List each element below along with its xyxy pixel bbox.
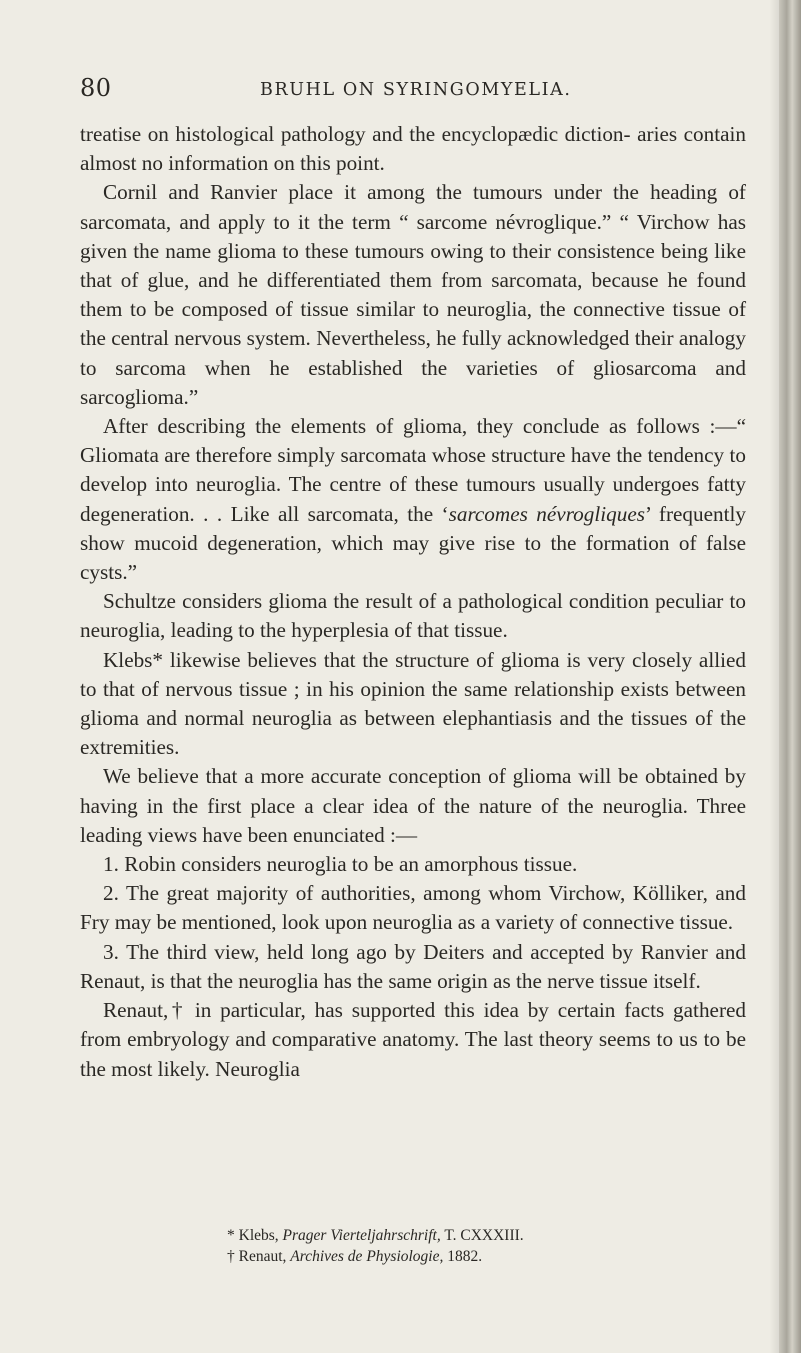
paragraph-1: treatise on histological pathology and the encyclopædic diction- aries contain almost no information on this point. [80,122,746,176]
list-item-2: 2. The great majority of authorities, among whom Virchow, Kölliker, and Fry may be mentioned, look upon neuroglia as a variety of connective tissue. [80,881,746,935]
running-title: BRUHL ON SYRINGOMYELIA. [260,80,572,100]
footnote-2-author: † Renaut, [227,1248,287,1265]
footnote-1 [227,1225,747,1246]
footnote-1-author: * Klebs, [227,1227,279,1244]
footnote-2-source: Archives de Physiologie, [290,1248,444,1265]
paragraph-4: Schultze considers glioma the result of a pathological condition peculiar to neuroglia, leading to the hyperplesia of that tissue. [80,589,746,643]
paragraph-3 [80,412,746,587]
paragraph-3-part-b: ’ frequently show mucoid degeneration, which may give rise to the formation of false cysts.” [80,501,746,585]
paragraph-2: Cornil and Ranvier place it among the tumours under the heading of sarcomata, and apply to it the term “ sarcome névroglique.” “ Virchow has given the name glioma to these tumours owing to their consistence being like that of glue, and he differentiated them from sarcomata, because he found them to be composed of tissue similar to neuroglia, the connective tissue of the central nervous system. Nevertheless, he fully acknowledged their analogy to sarcoma when he established the varieties of gliosarcoma and sarcoglioma.” [80,180,746,409]
footnotes [227,1225,747,1267]
paragraph-3-italic: sarcomes névrogliques [448,501,645,526]
footnote-2 [227,1246,747,1267]
paragraph-5: Klebs* likewise believes that the structure of glioma is very closely allied to that of nervous tissue ; in his opinion the same relationship exists between glioma and normal neuroglia as between elephantiasis and the tissues of the extremities. [80,647,746,760]
footnote-2-detail: 1882. [447,1248,483,1265]
footnote-1-detail: T. CXXXIII. [444,1227,524,1244]
paragraph-6: We believe that a more accurate conception of glioma will be obtained by having in the first place a clear idea of the nature of the neuroglia. Three leading views have been enunciated :— [80,764,746,847]
paragraph-10: Renaut,† in particular, has supported this idea by certain facts gathered from embryology and comparative anatomy. The last theory seems to us to be the most likely. Neuroglia [80,998,746,1081]
list-item-1: 1. Robin considers neuroglia to be an amorphous tissue. [103,852,578,877]
list-item-3: 3. The third view, held long ago by Deiters and accepted by Ranvier and Renaut, is that the neuroglia has the same origin as the nerve tissue itself. [80,939,746,993]
footnote-1-source: Prager Vierteljahrschrift, [282,1227,441,1244]
page-number: 80 [80,74,112,102]
page-gutter-shadow [769,0,779,1353]
paragraph-3-part-a: After describing the elements of glioma, they conclude as follows :—“ Gliomata are therefore simply sarcomata whose structure have the tendency to develop into neuroglia. The centre of these tumours usually undergoes fatty degeneration. . . Like all sarcomata, the ‘ [80,414,746,526]
page-edge [779,0,801,1353]
body-text [80,120,746,1084]
